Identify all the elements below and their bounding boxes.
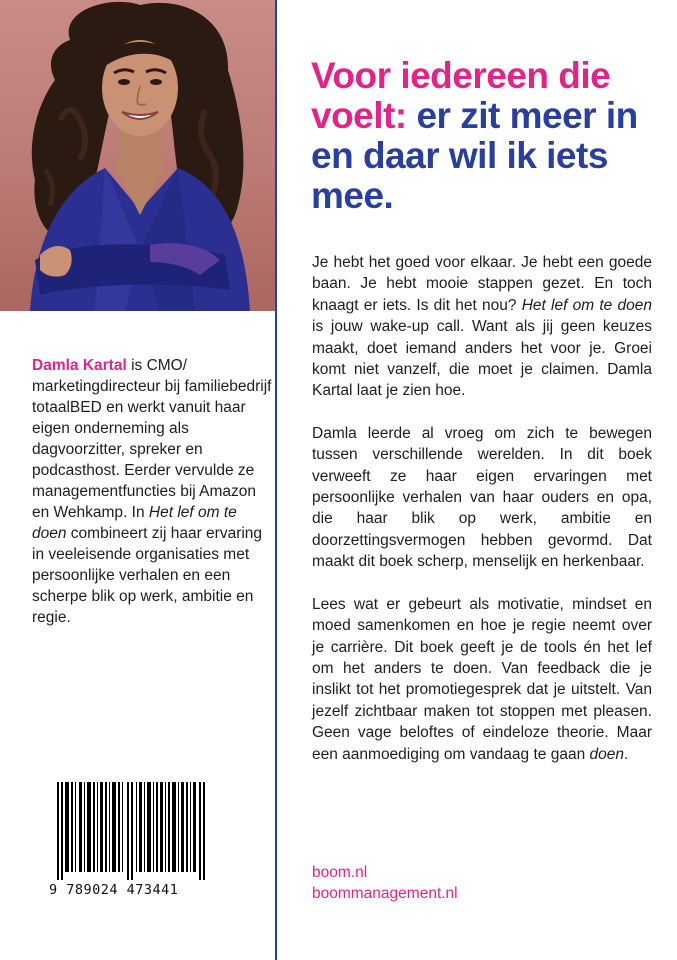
barcode-bars xyxy=(49,782,214,880)
blurb-p1-text-a: Je hebt het goed voor elkaar. Je hebt een goede baan. Je hebt mooie stappen gezet. En toch knaagt er iets. Is dit het nou? xyxy=(312,254,652,314)
isbn-number: 9 789024 473441 xyxy=(49,882,179,898)
link-boom[interactable]: boom.nl xyxy=(312,864,368,881)
author-bio-part-1: is CMO/ marketingdirecteur bij familiebedrijf totaalBED en werkt vanuit haar eigen onderneming als dagvoorzitter, spreker en podcasthost. Eerder vervulde ze managementfuncties bij Amazon en Wehkamp. In xyxy=(32,357,272,521)
blurb-p3-emphasis: doen xyxy=(589,745,624,763)
author-bio xyxy=(32,355,272,628)
author-portrait-illustration xyxy=(0,0,275,311)
blurb-book-title: Het lef om te doen xyxy=(521,296,652,314)
blurb-p3-text: Lees wat er gebeurt als motivatie, mindset en moed samenkomen en hoe je regie neemt over je carrière. Dit boek geeft je de tools én het lef om het anders te doen. Van feedback die je inslikt tot het promotiegesprek dat je uitstelt. Van jezelf zichtbaar maken tot stoppen met pleasen. Geen vage beloftes of eindeloze theorie. Maar een aanmoediging om vandaag te gaan xyxy=(312,595,652,763)
blurb-paragraph-1 xyxy=(312,252,652,402)
isbn-barcode xyxy=(49,782,214,900)
publisher-links xyxy=(312,862,652,905)
author-name: Damla Kartal xyxy=(32,357,127,374)
blurb-p1-text-b: is jouw wake-up call. Want als jij geen keuzes maakt, doet iemand anders het voor je. Groei komt niet vanzelf, die moet je claimen. Damla Kartal laat je zien hoe. xyxy=(312,318,652,400)
blurb-paragraph-3 xyxy=(312,594,652,765)
author-photo xyxy=(0,0,275,311)
link-boommanagement[interactable]: boommanagement.nl xyxy=(312,885,458,903)
blurb xyxy=(312,252,652,786)
headline-pink: Voor iedereen die voelt: xyxy=(311,55,611,136)
headline xyxy=(311,56,651,216)
author-bio-text xyxy=(32,355,272,628)
author-bio-part-2: combineert zij haar ervaring in veeleisende organisaties met persoonlijke verhalen en een scherpe blik op werk, ambitie en regie. xyxy=(32,525,263,626)
author-bio-book-title: Het lef om te doen xyxy=(32,504,237,542)
headline-blue: er zit meer in en daar wil ik iets mee. xyxy=(311,95,638,216)
blurb-p3-end: . xyxy=(623,745,629,763)
column-divider xyxy=(275,0,277,960)
blurb-paragraph-2: Damla leerde al vroeg om zich te bewegen tussen verschillende werelden. In dit boek verweeft ze haar eigen ervaringen met persoonlijke verhalen van haar ouders en opa, die haar blik op werk, ambitie en doorzettingsvermogen hebben gevormd. Dat maakt dit boek scherp, menselijk en herkenbaar. xyxy=(312,424,652,571)
